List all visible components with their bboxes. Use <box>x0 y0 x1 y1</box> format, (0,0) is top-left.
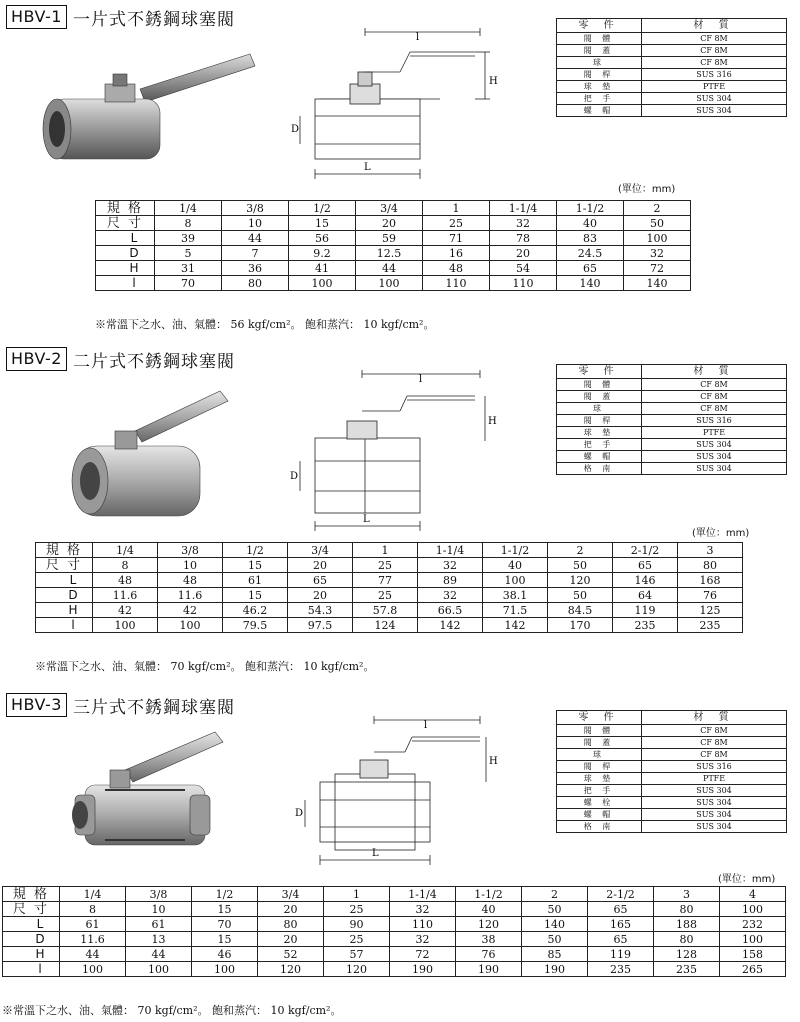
valve-photo-icon <box>35 44 260 169</box>
size-cell: 2-1/2 <box>588 887 654 902</box>
valve-drawing-icon <box>285 366 500 536</box>
section-hbv-3 <box>0 692 800 1022</box>
spec-cell: 65 <box>613 558 678 573</box>
spec-table <box>2 886 786 977</box>
size-cell: 2 <box>624 201 691 216</box>
spec-cell: 10 <box>222 216 289 231</box>
spec-cell: 84.5 <box>548 603 613 618</box>
spec-cell: 32 <box>418 588 483 603</box>
part-name: 螺 帽 <box>557 105 642 117</box>
part-name: 閥 體 <box>557 379 642 391</box>
part-name: 把 手 <box>557 93 642 105</box>
spec-cell: 97.5 <box>288 618 353 633</box>
spec-cell: 50 <box>522 932 588 947</box>
spec-cell: 80 <box>222 276 289 291</box>
product-name: 二片式不銹鋼球塞閥 <box>72 351 235 372</box>
spec-cell: 80 <box>678 558 743 573</box>
spec-cell: 158 <box>720 947 786 962</box>
spec-cell: 119 <box>588 947 654 962</box>
spec-cell: 100 <box>720 932 786 947</box>
part-name: 閥 蓋 <box>557 737 642 749</box>
unit-label: (單位：mm) <box>618 184 676 195</box>
size-cell: 2-1/2 <box>613 543 678 558</box>
spec-cell: 39 <box>155 231 222 246</box>
size-cell: 3/8 <box>158 543 223 558</box>
material-value: SUS 304 <box>642 105 787 117</box>
size-cell: 1/4 <box>93 543 158 558</box>
spec-cell: 100 <box>192 962 258 977</box>
dim-h-label: H <box>489 76 498 87</box>
spec-cell: 25 <box>353 558 418 573</box>
size-cell: 1-1/2 <box>557 201 624 216</box>
spec-cell: 32 <box>624 246 691 261</box>
dim-L-label: L <box>372 848 379 859</box>
spec-cell: 89 <box>418 573 483 588</box>
size-cell: 3/4 <box>288 543 353 558</box>
spec-cell: 100 <box>356 276 423 291</box>
part-name: 球 墊 <box>557 773 642 785</box>
spec-cell: 15 <box>223 558 288 573</box>
spec-label-bottom: 尺 寸 <box>36 558 93 573</box>
materials-table <box>556 710 787 833</box>
spec-cell: 165 <box>588 917 654 932</box>
spec-cell: 72 <box>390 947 456 962</box>
spec-cell: 120 <box>456 917 522 932</box>
material-value: SUS 304 <box>642 93 787 105</box>
spec-cell: 54.3 <box>288 603 353 618</box>
part-name: 閥 蓋 <box>557 391 642 403</box>
part-name: 球 <box>557 403 642 415</box>
spec-cell: 140 <box>624 276 691 291</box>
spec-cell: 110 <box>390 917 456 932</box>
materials-table <box>556 18 787 117</box>
spec-cell: 11.6 <box>93 588 158 603</box>
material-value: CF 8M <box>642 391 787 403</box>
size-cell: 1/2 <box>192 887 258 902</box>
part-name: 閥 體 <box>557 725 642 737</box>
material-value: CF 8M <box>642 57 787 69</box>
spec-cell: 83 <box>557 231 624 246</box>
section-title <box>6 4 235 30</box>
material-value: CF 8M <box>642 45 787 57</box>
spec-cell: 78 <box>490 231 557 246</box>
spec-cell: 65 <box>588 932 654 947</box>
size-cell: 2 <box>548 543 613 558</box>
section-title <box>6 692 235 718</box>
spec-cell: 65 <box>288 573 353 588</box>
material-value: SUS 304 <box>642 463 787 475</box>
spec-cell: 120 <box>258 962 324 977</box>
spec-label-bottom: 尺 寸 <box>96 216 155 231</box>
spec-cell: 100 <box>93 618 158 633</box>
spec-cell: 8 <box>93 558 158 573</box>
spec-cell: 40 <box>483 558 548 573</box>
spec-cell: 50 <box>522 902 588 917</box>
size-cell: 1-1/4 <box>418 543 483 558</box>
size-cell: 1/2 <box>289 201 356 216</box>
material-value: CF 8M <box>642 749 787 761</box>
unit-label: (單位：mm) <box>718 874 776 885</box>
spec-cell: 65 <box>557 261 624 276</box>
dim-d-label: D <box>291 124 300 135</box>
part-name: 球 墊 <box>557 427 642 439</box>
spec-cell: 44 <box>356 261 423 276</box>
spec-cell: 140 <box>557 276 624 291</box>
spec-cell: 110 <box>490 276 557 291</box>
materials-header-part: 零 件 <box>557 365 642 379</box>
spec-cell: 25 <box>324 932 390 947</box>
spec-cell: 8 <box>60 902 126 917</box>
spec-cell: 70 <box>155 276 222 291</box>
material-value: PTFE <box>642 81 787 93</box>
model-code: HBV-2 <box>6 347 67 371</box>
spec-cell: 61 <box>223 573 288 588</box>
material-value: CF 8M <box>642 725 787 737</box>
part-name: 閥 桿 <box>557 415 642 427</box>
spec-cell: 100 <box>126 962 192 977</box>
size-cell: 3/8 <box>126 887 192 902</box>
product-name: 三片式不銹鋼球塞閥 <box>72 697 235 718</box>
spec-cell: 16 <box>423 246 490 261</box>
spec-cell: 65 <box>588 902 654 917</box>
part-name: 把 手 <box>557 439 642 451</box>
part-name: 閥 蓋 <box>557 45 642 57</box>
spec-cell: 80 <box>654 902 720 917</box>
model-code: HBV-1 <box>6 5 67 29</box>
material-value: SUS 304 <box>642 785 787 797</box>
spec-cell: 76 <box>678 588 743 603</box>
dim-d-label: D <box>295 808 304 819</box>
spec-cell: 190 <box>456 962 522 977</box>
spec-cell: 59 <box>356 231 423 246</box>
spec-label-bottom: 尺 寸 <box>3 902 60 917</box>
material-value: CF 8M <box>642 379 787 391</box>
dim-L-label: L <box>364 162 371 173</box>
spec-cell: 125 <box>678 603 743 618</box>
spec-cell: 20 <box>258 902 324 917</box>
material-value: SUS 304 <box>642 809 787 821</box>
spec-cell: 54 <box>490 261 557 276</box>
size-cell: 3 <box>678 543 743 558</box>
part-name: 球 <box>557 749 642 761</box>
spec-cell: 5 <box>155 246 222 261</box>
pressure-note: ※常溫下之水、油、氣體： 56 kgf/cm²。 飽和蒸汽： 10 kgf/cm²。 <box>95 318 435 331</box>
spec-cell: 265 <box>720 962 786 977</box>
spec-cell: 235 <box>613 618 678 633</box>
spec-cell: 20 <box>490 246 557 261</box>
material-value: CF 8M <box>642 737 787 749</box>
dim-h-label: H <box>489 756 498 767</box>
spec-cell: 100 <box>483 573 548 588</box>
material-value: SUS 316 <box>642 69 787 81</box>
spec-cell: 168 <box>678 573 743 588</box>
row-label: l <box>36 618 93 633</box>
spec-cell: 120 <box>548 573 613 588</box>
spec-cell: 80 <box>258 917 324 932</box>
material-value: SUS 304 <box>642 439 787 451</box>
spec-cell: 76 <box>456 947 522 962</box>
spec-cell: 12.5 <box>356 246 423 261</box>
section-hbv-2 <box>0 346 800 676</box>
row-label: D <box>36 588 93 603</box>
part-name: 閥 體 <box>557 33 642 45</box>
spec-cell: 40 <box>456 902 522 917</box>
spec-cell: 85 <box>522 947 588 962</box>
row-label: l <box>96 276 155 291</box>
spec-cell: 44 <box>222 231 289 246</box>
spec-cell: 52 <box>258 947 324 962</box>
spec-cell: 232 <box>720 917 786 932</box>
row-label: L <box>3 917 60 932</box>
spec-cell: 70 <box>192 917 258 932</box>
spec-cell: 235 <box>654 962 720 977</box>
part-name: 把 手 <box>557 785 642 797</box>
valve-drawing-icon <box>290 712 500 872</box>
spec-cell: 11.6 <box>60 932 126 947</box>
spec-cell: 15 <box>223 588 288 603</box>
materials-header-part: 零 件 <box>557 19 642 33</box>
spec-table <box>95 200 691 291</box>
spec-cell: 15 <box>289 216 356 231</box>
spec-cell: 20 <box>258 932 324 947</box>
spec-cell: 142 <box>483 618 548 633</box>
spec-cell: 140 <box>522 917 588 932</box>
material-value: SUS 316 <box>642 761 787 773</box>
row-label: H <box>3 947 60 962</box>
spec-cell: 90 <box>324 917 390 932</box>
size-cell: 4 <box>720 887 786 902</box>
size-cell: 1 <box>324 887 390 902</box>
material-value: SUS 304 <box>642 797 787 809</box>
spec-cell: 100 <box>624 231 691 246</box>
spec-cell: 32 <box>390 932 456 947</box>
dim-l-label: l <box>419 374 423 385</box>
part-name: 球 <box>557 57 642 69</box>
spec-cell: 128 <box>654 947 720 962</box>
row-label: L <box>96 231 155 246</box>
size-cell: 1/4 <box>155 201 222 216</box>
dim-L-label: L <box>363 514 370 525</box>
valve-photo-icon <box>60 386 260 531</box>
size-cell: 1 <box>353 543 418 558</box>
spec-cell: 32 <box>490 216 557 231</box>
spec-cell: 25 <box>353 588 418 603</box>
spec-cell: 110 <box>423 276 490 291</box>
spec-cell: 80 <box>654 932 720 947</box>
size-cell: 3/4 <box>258 887 324 902</box>
spec-cell: 8 <box>155 216 222 231</box>
spec-cell: 100 <box>720 902 786 917</box>
material-value: SUS 304 <box>642 451 787 463</box>
spec-cell: 38.1 <box>483 588 548 603</box>
spec-cell: 15 <box>192 932 258 947</box>
spec-cell: 44 <box>60 947 126 962</box>
spec-cell: 119 <box>613 603 678 618</box>
material-value: PTFE <box>642 773 787 785</box>
spec-cell: 41 <box>289 261 356 276</box>
materials-header-material: 材 質 <box>642 19 787 33</box>
part-name: 格 南 <box>557 821 642 833</box>
spec-cell: 100 <box>60 962 126 977</box>
spec-cell: 46.2 <box>223 603 288 618</box>
spec-cell: 190 <box>390 962 456 977</box>
spec-cell: 79.5 <box>223 618 288 633</box>
spec-label-top: 規 格 <box>96 201 155 216</box>
pressure-note: ※常溫下之水、油、氣體： 70 kgf/cm²。 飽和蒸汽： 10 kgf/cm²。 <box>2 1004 342 1017</box>
part-name: 螺 栓 <box>557 797 642 809</box>
spec-cell: 40 <box>557 216 624 231</box>
size-cell: 1 <box>423 201 490 216</box>
spec-cell: 48 <box>158 573 223 588</box>
spec-cell: 77 <box>353 573 418 588</box>
row-label: D <box>96 246 155 261</box>
size-cell: 1/4 <box>60 887 126 902</box>
row-label: L <box>36 573 93 588</box>
spec-cell: 71.5 <box>483 603 548 618</box>
size-cell: 1-1/2 <box>456 887 522 902</box>
spec-cell: 61 <box>60 917 126 932</box>
dim-d-label: D <box>290 471 299 482</box>
materials-header-material: 材 質 <box>642 711 787 725</box>
spec-cell: 48 <box>93 573 158 588</box>
size-cell: 3 <box>654 887 720 902</box>
spec-cell: 100 <box>289 276 356 291</box>
part-name: 閥 桿 <box>557 69 642 81</box>
spec-cell: 10 <box>126 902 192 917</box>
spec-cell: 57.8 <box>353 603 418 618</box>
part-name: 螺 帽 <box>557 809 642 821</box>
size-cell: 2 <box>522 887 588 902</box>
spec-cell: 13 <box>126 932 192 947</box>
spec-cell: 31 <box>155 261 222 276</box>
dim-l-label: l <box>424 720 428 731</box>
row-label: l <box>3 962 60 977</box>
spec-cell: 170 <box>548 618 613 633</box>
part-name: 球 墊 <box>557 81 642 93</box>
spec-cell: 42 <box>93 603 158 618</box>
spec-cell: 7 <box>222 246 289 261</box>
spec-cell: 235 <box>588 962 654 977</box>
materials-table <box>556 364 787 475</box>
spec-cell: 24.5 <box>557 246 624 261</box>
spec-cell: 64 <box>613 588 678 603</box>
model-code: HBV-3 <box>6 693 67 717</box>
valve-photo-icon <box>65 730 265 860</box>
materials-header-material: 材 質 <box>642 365 787 379</box>
spec-cell: 11.6 <box>158 588 223 603</box>
pressure-note: ※常溫下之水、油、氣體： 70 kgf/cm²。 飽和蒸汽： 10 kgf/cm²。 <box>35 660 375 673</box>
spec-table <box>35 542 743 633</box>
spec-cell: 235 <box>678 618 743 633</box>
size-cell: 1-1/2 <box>483 543 548 558</box>
spec-cell: 50 <box>548 588 613 603</box>
spec-cell: 50 <box>548 558 613 573</box>
spec-cell: 20 <box>356 216 423 231</box>
spec-cell: 20 <box>288 588 353 603</box>
material-value: CF 8M <box>642 403 787 415</box>
spec-cell: 32 <box>418 558 483 573</box>
part-name: 閥 桿 <box>557 761 642 773</box>
material-value: CF 8M <box>642 33 787 45</box>
spec-cell: 66.5 <box>418 603 483 618</box>
spec-cell: 120 <box>324 962 390 977</box>
size-cell: 3/8 <box>222 201 289 216</box>
dim-l-label: l <box>416 32 420 43</box>
spec-cell: 71 <box>423 231 490 246</box>
spec-cell: 32 <box>390 902 456 917</box>
spec-cell: 146 <box>613 573 678 588</box>
size-cell: 1/2 <box>223 543 288 558</box>
spec-cell: 9.2 <box>289 246 356 261</box>
spec-cell: 38 <box>456 932 522 947</box>
spec-cell: 56 <box>289 231 356 246</box>
unit-label: (單位：mm) <box>692 528 750 539</box>
materials-header-part: 零 件 <box>557 711 642 725</box>
part-name: 格 南 <box>557 463 642 475</box>
spec-label-top: 規 格 <box>3 887 60 902</box>
spec-cell: 61 <box>126 917 192 932</box>
spec-cell: 42 <box>158 603 223 618</box>
spec-cell: 124 <box>353 618 418 633</box>
dim-h-label: H <box>488 416 497 427</box>
size-cell: 1-1/4 <box>390 887 456 902</box>
spec-cell: 10 <box>158 558 223 573</box>
row-label: D <box>3 932 60 947</box>
spec-cell: 100 <box>158 618 223 633</box>
section-hbv-1 <box>0 4 800 334</box>
product-name: 一片式不銹鋼球塞閥 <box>72 9 235 30</box>
size-cell: 3/4 <box>356 201 423 216</box>
row-label: H <box>96 261 155 276</box>
spec-label-top: 規 格 <box>36 543 93 558</box>
spec-cell: 36 <box>222 261 289 276</box>
spec-cell: 48 <box>423 261 490 276</box>
spec-cell: 44 <box>126 947 192 962</box>
spec-cell: 142 <box>418 618 483 633</box>
material-value: PTFE <box>642 427 787 439</box>
row-label: H <box>36 603 93 618</box>
part-name: 螺 帽 <box>557 451 642 463</box>
material-value: SUS 304 <box>642 821 787 833</box>
spec-cell: 46 <box>192 947 258 962</box>
spec-cell: 25 <box>324 902 390 917</box>
spec-cell: 50 <box>624 216 691 231</box>
valve-drawing-icon <box>290 24 500 184</box>
spec-cell: 190 <box>522 962 588 977</box>
spec-cell: 188 <box>654 917 720 932</box>
spec-cell: 57 <box>324 947 390 962</box>
spec-cell: 25 <box>423 216 490 231</box>
spec-cell: 72 <box>624 261 691 276</box>
material-value: SUS 316 <box>642 415 787 427</box>
section-title <box>6 346 235 372</box>
spec-cell: 20 <box>288 558 353 573</box>
spec-cell: 15 <box>192 902 258 917</box>
size-cell: 1-1/4 <box>490 201 557 216</box>
